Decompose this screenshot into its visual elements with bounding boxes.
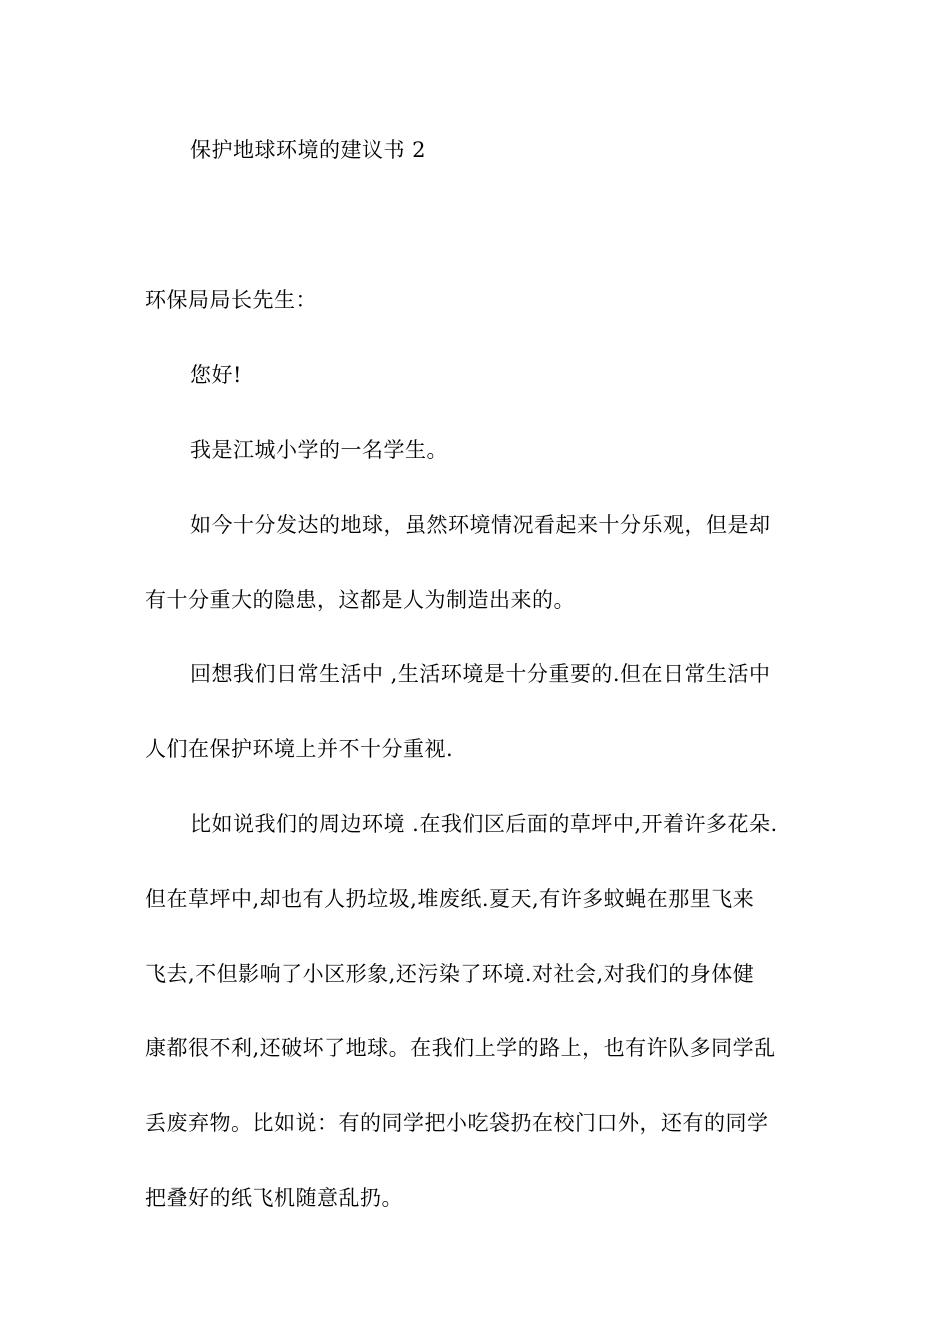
salutation: 环保局局长先生： [145, 288, 317, 312]
paragraph-line: 回想我们日常生活中 ,生活环境是十分重要的.但在日常生活中 [190, 662, 771, 686]
greeting: 您好! [190, 363, 242, 387]
paragraph-line: 我是江城小学的一名学生。 [190, 438, 448, 462]
paragraph-line: 丢废弃物。比如说：有的同学把小吃袋扔在校门口外，还有的同学 [145, 1111, 769, 1135]
paragraph-line: 如今十分发达的地球，虽然环境情况看起来十分乐观，但是却 [190, 513, 771, 537]
paragraph-line: 比如说我们的周边环境 .在我们区后面的草坪中,开着许多花朵. [190, 812, 778, 836]
paragraph-line: 但在草坪中,却也有人扔垃圾,堆废纸.夏天,有许多蚊蝇在那里飞来 [145, 887, 755, 911]
paragraph-line: 有十分重大的隐患，这都是人为制造出来的。 [145, 588, 575, 612]
paragraph-line: 人们在保护环境上并不十分重视. [145, 737, 454, 761]
paragraph-line: 把叠好的纸飞机随意乱扔。 [145, 1186, 403, 1210]
document-title: 保护地球环境的建议书 2 [190, 138, 427, 162]
paragraph-line: 飞去,不但影响了小区形象,还污染了环境.对社会,对我们的身体健 [145, 962, 755, 986]
paragraph-line: 康都很不利,还破坏了地球。在我们上学的路上，也有许队多同学乱 [145, 1036, 776, 1060]
